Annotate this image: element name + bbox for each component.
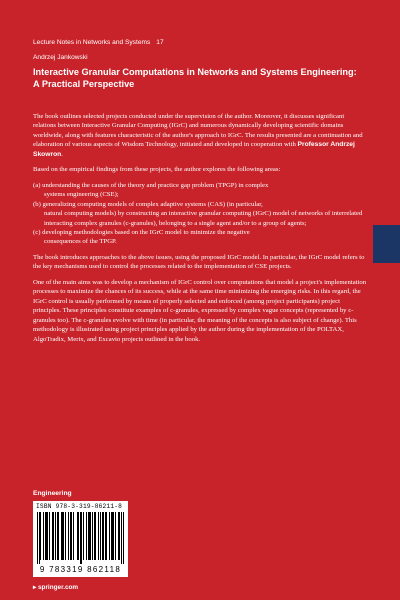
list-item-continuation: natural computing models) by constructing an interactive granular computing (IGrC) model of networks of interrelated interacting complex granules (c-granules), belonging to a single agent and/or to a group of agents; <box>44 210 363 227</box>
list-item-text: developing methodologies based on the IGrC model to minimize the negative <box>42 228 250 236</box>
barcode-bar <box>94 512 95 560</box>
barcode-bar <box>49 512 50 560</box>
barcode-bars <box>36 512 125 564</box>
barcode-bar <box>109 512 110 560</box>
barcode-bar <box>73 512 74 560</box>
barcode-bar <box>90 512 91 560</box>
subject-label: Engineering <box>33 490 72 497</box>
barcode-bar <box>77 512 78 560</box>
barcode-bar <box>43 512 44 560</box>
barcode-bar <box>80 512 81 564</box>
barcode-bar <box>89 512 90 560</box>
barcode-bar <box>47 512 48 560</box>
barcode-bar <box>71 512 72 560</box>
barcode-bar <box>62 512 63 560</box>
barcode-bar <box>105 512 106 560</box>
list-item-continuation: systems engineering (CSE); <box>44 191 119 199</box>
list-item-text: generalizing computing models of complex adaptive systems (CAS) (in particular, <box>42 200 263 208</box>
barcode-bar <box>63 512 64 560</box>
series-name: Lecture Notes in Networks and Systems <box>33 39 151 46</box>
publisher-website: ▸ springer.com <box>33 584 79 591</box>
barcode-bar <box>37 512 38 564</box>
barcode-bar <box>111 512 112 560</box>
paragraph-2: Based on the empirical findings from these projects, the author explores the following areas: <box>33 166 281 174</box>
barcode-bar <box>121 512 122 564</box>
barcode-bar <box>70 512 71 560</box>
barcode-bar <box>61 512 62 560</box>
barcode-bar <box>98 512 99 560</box>
barcode-bar <box>88 512 89 560</box>
book-title: Interactive Granular Computations in Networks and Systems Engineering: A Practical Perspective <box>33 67 357 89</box>
barcode-bar <box>45 512 46 560</box>
barcode-bar <box>102 512 103 560</box>
barcode-bar <box>100 512 101 560</box>
barcode-bar <box>40 512 41 560</box>
barcode-bar <box>119 512 120 560</box>
list-item <box>33 181 368 200</box>
barcode-bar <box>39 512 40 564</box>
barcode-bar <box>115 512 116 560</box>
blurb-text <box>33 112 368 350</box>
list-item-label: (a) <box>33 181 41 189</box>
paragraph-3: The book introduces approaches to the above issues, using the proposed IGrC model. In particular, the IGrC model refers to the key mechanisms used to control the processes related to the implementation of CSE projects. <box>33 253 365 271</box>
series-line <box>33 39 164 46</box>
areas-list <box>33 181 368 247</box>
barcode-bar <box>106 512 107 560</box>
barcode-bar <box>78 512 79 560</box>
barcode-bar <box>68 512 69 560</box>
list-item <box>33 228 368 247</box>
barcode-bar <box>95 512 96 560</box>
isbn-label: ISBN 978-3-319-86211-8 <box>36 503 123 510</box>
paragraph-4: One of the main aims was to develop a mechanism of IGrC control over computations that model a project's implementation processes to maximize the chances of its success, while at the same time minimizing the emerging risks. In this regard, the IGrC control is usually performed by means of properly selected and enforced (among project participants) project principles. These principles constitute examples of c-granules, expressed by complex vague concepts (represented by c-granules too). The c-granules evolve with time (in particular, the meaning of the concepts is also subject of change). This methodology is illustrated using project principles applied by the author during the implementation of the POLTAX, AlgoTradix, Merix, and Excavio projects outlined in the book. <box>33 278 367 343</box>
barcode-bar <box>65 512 66 560</box>
barcode-bar <box>123 512 124 564</box>
paragraph-1-end: . <box>61 150 63 158</box>
spine-color-tab <box>373 225 400 263</box>
barcode-bar <box>112 512 113 560</box>
barcode-bar <box>118 512 119 560</box>
isbn-barcode <box>33 501 128 577</box>
professor-name: Professor Andrzej Skowron <box>33 141 355 158</box>
barcode-bar <box>81 512 82 564</box>
barcode-digits: 9 783319 862118 <box>39 565 122 574</box>
barcode-bar <box>58 512 59 560</box>
barcode-bar <box>113 512 114 560</box>
list-item-label: (c) <box>33 228 41 236</box>
list-item-text: understanding the causes of the theory and practice gap problem (TPGP) in complex <box>42 181 269 189</box>
barcode-bar <box>83 512 84 560</box>
series-volume: 17 <box>156 39 164 46</box>
list-item-continuation: consequences of the TPGP. <box>44 238 117 246</box>
list-item <box>33 200 368 228</box>
author-name: Andrzej Jankowski <box>33 54 88 61</box>
list-item-label: (b) <box>33 200 41 208</box>
barcode-bar <box>55 512 56 560</box>
barcode-bar <box>46 512 47 560</box>
barcode-bar <box>86 512 87 560</box>
barcode-bar <box>52 512 53 560</box>
paragraph-1-text: The book outlines selected projects conducted under the supervision of the author. Moreover, it discusses significant relations between Interactive Granular Computing (IGrC) and numerous dynamically developing scientific domains worldwide, along with features characteristic of the author's approach to IGrC. The results presented are a continuation and elaboration of various aspects of Wisdom Technology, initiated and developed in cooperation with <box>33 113 363 149</box>
barcode-bar <box>53 512 54 560</box>
barcode-bar <box>92 512 93 560</box>
barcode-bar <box>57 512 58 560</box>
paragraph-1 <box>33 112 368 159</box>
barcode-bar <box>103 512 104 560</box>
website-text: springer.com <box>37 584 79 591</box>
